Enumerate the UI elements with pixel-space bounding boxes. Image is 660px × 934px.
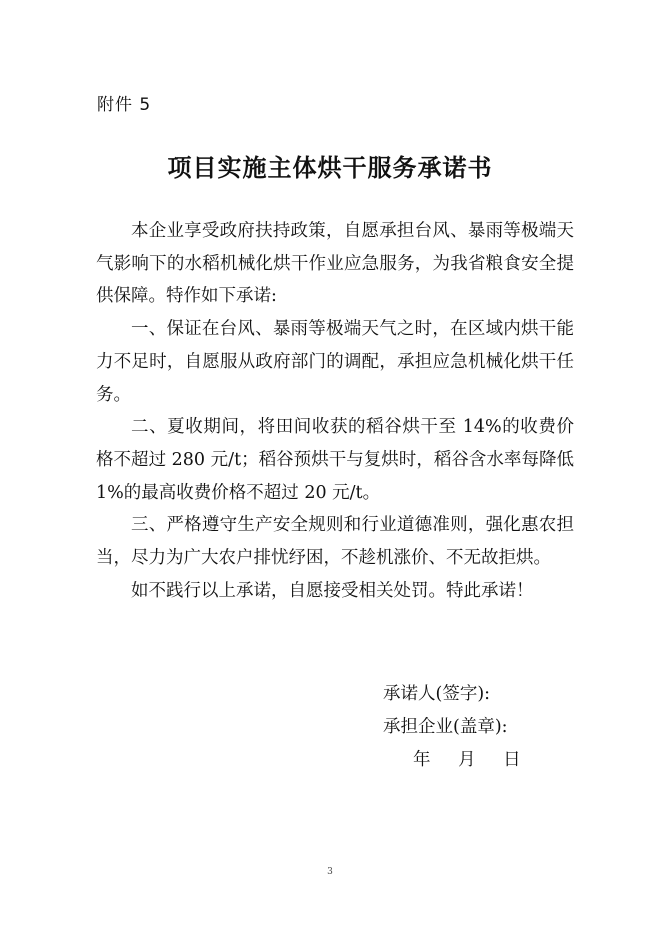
signature-block xyxy=(383,678,521,777)
intro-paragraph: 本企业享受政府扶持政策，自愿承担台风、暴雨等极端天气影响下的水稻机械化烘干作业应急服务，为我省粮食安全提供保障。特作如下承诺: xyxy=(96,221,574,307)
document-title: 项目实施主体烘干服务承诺书 xyxy=(167,154,493,182)
date-label: 年 月 日 xyxy=(413,750,521,770)
page-number: 3 xyxy=(327,867,333,877)
commitment-paragraph-1: 一、保证在台风、暴雨等极端天气之时，在区域内烘干能力不足时，自愿服从政府部门的调配，承担应急机械化烘干任务。 xyxy=(96,319,574,405)
commitment-paragraph-2: 二、夏收期间，将田间收获的稻谷烘干至 14%的收费价格不超过 280 元/t；稻谷预烘干与复烘时，稻谷含水率每降低 1%的最高收费价格不超过 20 元/t。 xyxy=(96,417,574,503)
commitment-paragraph-3: 三、严格遵守生产安全规则和行业道德准则，强化惠农担当，尽力为广大农户排忧纾困，不趁机涨价、不无故拒烘。 xyxy=(96,515,574,569)
document-body xyxy=(96,215,574,607)
attachment-label: 附件 5 xyxy=(97,95,152,115)
company-seal-label: 承担企业(盖章): xyxy=(383,717,508,737)
closing-paragraph: 如不践行以上承诺，自愿接受相关处罚。特此承诺！ xyxy=(131,580,534,601)
signer-label: 承诺人(签字): xyxy=(383,684,491,704)
